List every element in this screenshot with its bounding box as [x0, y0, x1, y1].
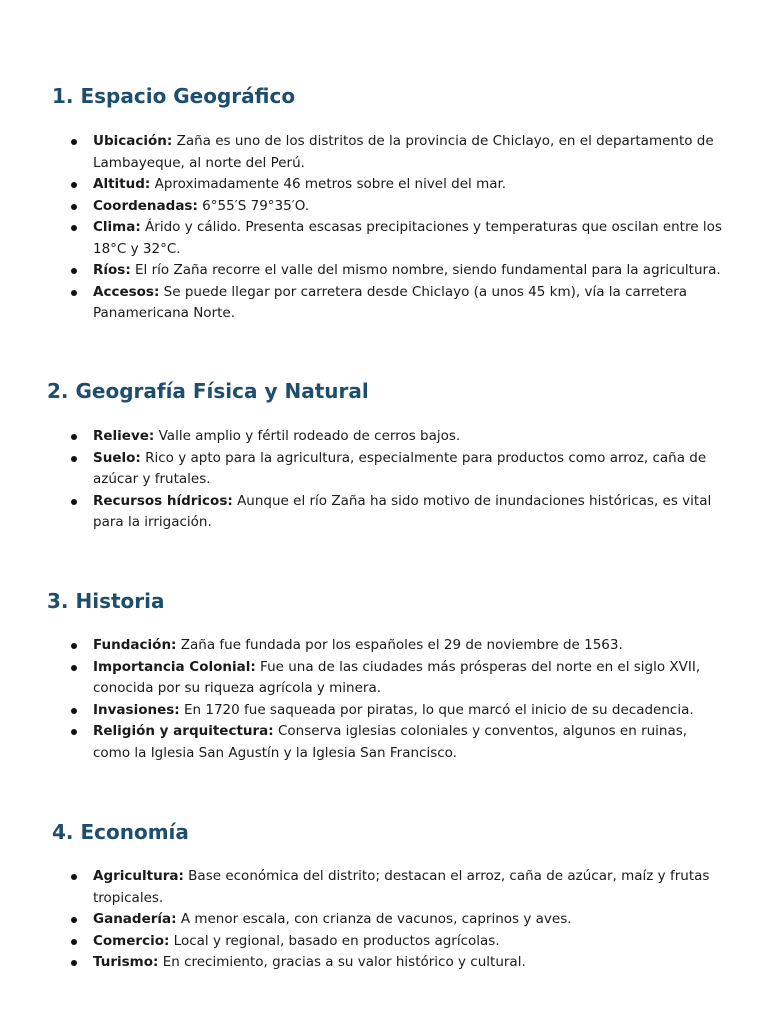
bullet-icon — [71, 917, 77, 923]
bullet-icon — [71, 225, 77, 231]
list-item — [0, 448, 768, 491]
bullet-icon — [71, 204, 77, 210]
item-text: Zaña es uno de los distritos de la provincia de Chiclayo, en el departamento de Lambayeque, al norte del Perú. — [93, 133, 714, 171]
list-item — [0, 131, 768, 174]
item-text: Fue una de las ciudades más prósperas del norte en el siglo XVII, conocida por su riqueza agrícola y minera. — [93, 658, 701, 696]
list-item — [0, 426, 768, 448]
list-item — [0, 282, 768, 325]
bullet-icon — [71, 499, 77, 505]
item-text: 6°55′S 79°35′O. — [197, 197, 310, 214]
list-item — [0, 909, 768, 931]
item-text: En 1720 fue saqueada por piratas, lo que marcó el inicio de su decadencia. — [179, 701, 694, 718]
item-term: Relieve: — [93, 428, 155, 444]
section-heading: 4. Economía — [52, 820, 189, 844]
item-text: En crecimiento, gracias a su valor histórico y cultural. — [158, 954, 526, 970]
item-term: Coordenadas: — [93, 197, 198, 214]
item-term: Accesos: — [93, 283, 160, 300]
item-term: Altitud: — [93, 176, 151, 192]
bullet-icon — [71, 456, 77, 462]
item-text: Aproximadamente 46 metros sobre el nivel del mar. — [150, 176, 507, 192]
list-item — [0, 700, 768, 722]
item-term: Recursos hídricos: — [93, 492, 233, 509]
item-term: Ubicación: — [93, 133, 173, 149]
item-text: Conserva iglesias coloniales y conventos, algunos en ruinas, como la Iglesia San Agustín y la Iglesia San Francisco. — [93, 723, 688, 761]
bullet-list — [0, 426, 768, 534]
item-text: Árido y cálido. Presenta escasas precipitaciones y temperaturas que oscilan entre los 18°C y 32°C. — [93, 219, 722, 257]
bullet-icon — [71, 708, 77, 714]
bullet-icon — [71, 874, 77, 880]
list-item — [0, 635, 768, 657]
bullet-icon — [71, 182, 77, 188]
bullet-icon — [71, 960, 77, 966]
list-item — [0, 217, 768, 260]
item-text: El río Zaña recorre el valle del mismo nombre, siendo fundamental para la agricultura. — [130, 262, 721, 278]
bullet-icon — [71, 139, 77, 145]
item-term: Agricultura: — [93, 868, 184, 884]
list-item — [0, 931, 768, 953]
item-text: Aunque el río Zaña ha sido motivo de inundaciones históricas, es vital para la irrigación. — [93, 492, 712, 530]
item-term: Clima: — [93, 219, 141, 235]
item-term: Ganadería: — [93, 911, 177, 927]
item-text: Local y regional, basado en productos agrícolas. — [169, 932, 500, 949]
item-text: Rico y apto para la agricultura, especialmente para productos como arroz, caña de azúcar y frutales. — [93, 449, 707, 487]
item-term: Comercio: — [93, 932, 170, 949]
list-item — [0, 952, 768, 974]
bullet-icon — [71, 939, 77, 945]
item-text: Se puede llegar por carretera desde Chiclayo (a unos 45 km), vía la carretera Panamericana Norte. — [93, 283, 688, 321]
item-term: Invasiones: — [93, 701, 180, 718]
item-term: Importancia Colonial: — [93, 658, 256, 675]
bullet-icon — [71, 643, 77, 649]
item-text: Valle amplio y fértil rodeado de cerros bajos. — [154, 428, 461, 444]
bullet-icon — [71, 729, 77, 735]
item-text: A menor escala, con crianza de vacunos, caprinos y aves. — [176, 911, 572, 927]
item-term: Ríos: — [93, 262, 131, 278]
item-term: Religión y arquitectura: — [93, 723, 274, 739]
item-term: Suelo: — [93, 449, 141, 466]
list-item — [0, 260, 768, 282]
item-term: Turismo: — [93, 954, 159, 970]
bullet-icon — [71, 665, 77, 671]
list-item — [0, 866, 768, 909]
item-text: Zaña fue fundada por los españoles el 29 de noviembre de 1563. — [176, 637, 623, 653]
list-item — [0, 721, 768, 764]
item-text: Base económica del distrito; destacan el arroz, caña de azúcar, maíz y frutas tropicales. — [93, 868, 710, 906]
bullet-list — [0, 866, 768, 974]
section-heading: 1. Espacio Geográfico — [52, 84, 296, 108]
bullet-icon — [71, 268, 77, 274]
item-term: Fundación: — [93, 637, 177, 653]
bullet-icon — [71, 290, 77, 296]
list-item — [0, 657, 768, 700]
bullet-list — [0, 131, 768, 325]
bullet-icon — [71, 434, 77, 440]
bullet-list — [0, 635, 768, 764]
section-heading: 2. Geografía Física y Natural — [47, 379, 369, 403]
list-item — [0, 174, 768, 196]
section-heading: 3. Historia — [47, 589, 165, 613]
list-item — [0, 491, 768, 534]
list-item — [0, 196, 768, 218]
